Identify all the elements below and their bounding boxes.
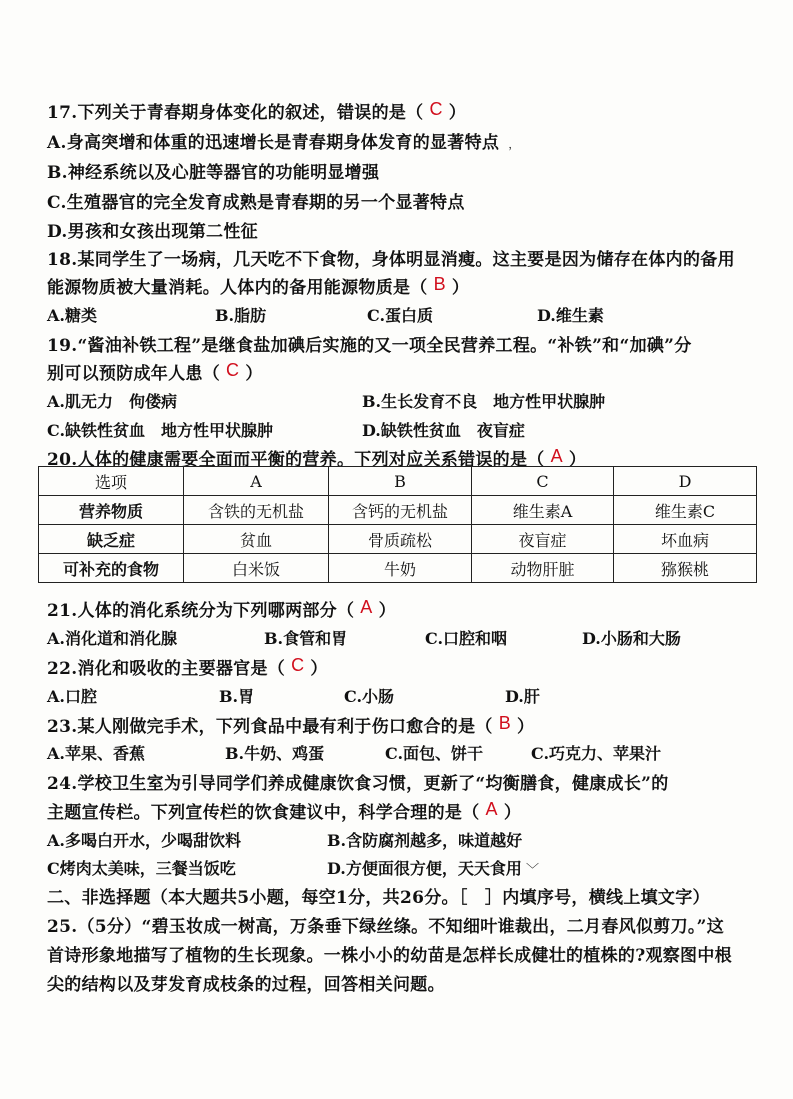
q19-answer-mark: C [226,360,240,380]
q19-option-d: D.缺铁性贫血 夜盲症 [362,421,525,440]
q18-stem-close: ） [451,278,470,298]
table-cell: 含钙的无机盐 [329,496,472,525]
table-header-cell: 选项 [39,467,184,496]
table-cell: 夜盲症 [472,525,614,554]
q22-option-c: C.小肠 [344,687,395,706]
q25-line2: 首诗形象地描写了植物的生长现象。一株小小的幼苗是怎样长成健壮的植株的?观察图中根 [47,946,732,966]
q17-stem-text: 17.下列关于青春期身体变化的叙述，错误的是（ [47,103,424,123]
q18-stem-text: 能源物质被大量消耗。人体内的备用能源物质是（ [47,278,428,298]
q18-stem-line2 [47,273,469,298]
pen-mark-icon: ﹐ [499,137,517,152]
q17-answer-mark: C [429,99,443,119]
q24-option-d [327,856,539,879]
q19-option-c: C.缺铁性贫血 地方性甲状腺肿 [47,421,274,440]
table-cell: 贫血 [184,525,329,554]
q20-stem-close: ） [568,450,587,470]
table-cell: 坏血病 [614,525,757,554]
q25-line3: 尖的结构以及芽发育成枝条的过程，回答相关问题。 [47,975,445,995]
table-cell: 动物肝脏 [472,554,614,583]
q25-line1: 25.（5分）“碧玉妆成一树高，万条垂下绿丝绦。不知细叶谁裁出，二月春风似剪刀。”这 [47,917,725,937]
q18-answer-mark: B [433,274,446,294]
q23-option-b: B.牛奶、鸡蛋 [225,744,325,763]
q21-stem-close: ） [378,601,396,621]
q23-answer-mark: B [498,713,511,733]
q22-option-d: D.肝 [505,687,540,706]
q19-option-a: A.肌无力 佝偻病 [47,392,177,411]
table-header-cell: D [614,467,757,496]
q23-option-a: A.苹果、香蕉 [47,744,145,763]
q24-answer-mark: A [485,799,498,819]
q21-option-a: A.消化道和消化腺 [47,629,177,648]
q24-option-c: C烤肉太美味，三餐当饭吃 [47,859,236,878]
q22-option-b: B.胃 [219,687,255,706]
q24-option-d-text: D.方便面很方便，天天食用 [327,859,522,878]
table-row [39,525,757,554]
q17-option-a-text: A.身高突增和体重的迅速增长是青春期身体发育的显著特点 [47,133,500,153]
q17-option-d: D.男孩和女孩出现第二性征 [47,222,258,242]
table-cell: 营养物质 [39,496,184,525]
q17-option-b: B.神经系统以及心脏等器官的功能明显增强 [47,163,380,183]
table-cell: 维生素A [472,496,614,525]
table-header-cell: C [472,467,614,496]
table-cell: 维生素C [614,496,757,525]
table-cell: 含铁的无机盐 [184,496,329,525]
q18-option-c: C.蛋白质 [367,306,434,325]
q24-stem-text: 主题宣传栏。下列宣传栏的饮食建议中，科学合理的是（ [47,803,480,823]
q17-stem [47,98,466,123]
table-cell: 猕猴桃 [614,554,757,583]
q21-option-b: B.食管和胃 [264,629,348,648]
q18-option-a: A.糖类 [47,306,97,325]
q19-stem-line1: 19.“酱油补铁工程”是继食盐加碘后实施的又一项全民营养工程。“补铁”和“加碘”分 [47,336,692,356]
table-cell: 牛奶 [329,554,472,583]
q21-option-c: C.口腔和咽 [425,629,508,648]
q18-option-b: B.脂肪 [215,306,267,325]
q23-option-d: C.巧克力、苹果汁 [531,744,662,763]
section-heading: 二、非选择题（本大题共5小题，每空1分，共26分。［ ］内填序号，横线上填文字） [47,888,710,908]
q20-answer-mark: A [550,446,563,466]
table-row [39,496,757,525]
q21-stem-text: 21.人体的消化系统分为下列哪两部分（ [47,601,355,621]
q19-stem-text: 别可以预防成年人患（ [47,364,220,384]
nutrition-table [38,466,757,583]
q22-stem [47,654,328,679]
q24-stem-close: ） [503,803,522,823]
table-header-row [39,467,757,496]
table-cell: 白米饭 [184,554,329,583]
table-header-cell: A [184,467,329,496]
q21-answer-mark: A [360,597,373,617]
q21-option-d: D.小肠和大肠 [582,629,681,648]
q23-stem-close: ） [517,717,535,737]
q22-stem-text: 22.消化和吸收的主要器官是（ [47,659,286,679]
table-cell: 缺乏症 [39,525,184,554]
q17-option-c: C.生殖器官的完全发育成熟是青春期的另一个显著特点 [47,193,465,213]
table-row [39,554,757,583]
q17-stem-close: ） [448,103,467,123]
q22-option-a: A.口腔 [47,687,97,706]
pen-mark-icon: ﹀ [521,863,540,878]
q24-option-a: A.多喝白开水，少喝甜饮料 [47,831,241,850]
table-header-cell: B [329,467,472,496]
q22-stem-close: ） [310,659,328,679]
q17-option-a [47,128,517,153]
q23-stem [47,712,534,737]
q22-answer-mark: C [291,655,305,675]
q24-stem-line1: 24.学校卫生室为引导同学们养成健康饮食习惯，更新了“均衡膳食，健康成长”的 [47,774,669,794]
q20-stem-text: 20.人体的健康需要全面而平衡的营养。下列对应关系错误的是（ [47,450,545,470]
q18-option-d: D.维生素 [537,306,604,325]
q19-stem-line2 [47,359,263,384]
table-cell: 可补充的食物 [39,554,184,583]
table-cell: 骨质疏松 [329,525,472,554]
q21-stem [47,596,396,621]
q24-stem-line2 [47,798,521,823]
q19-stem-close: ） [245,364,263,384]
q23-option-c: C.面包、饼干 [385,744,484,763]
q18-stem-line1: 18.某同学生了一场病，几天吃不下食物，身体明显消瘦。这主要是因为储存在体内的备用 [47,250,735,270]
q23-stem-text: 23.某人刚做完手术，下列食品中最有利于伤口愈合的是（ [47,717,493,737]
q24-option-b: B.含防腐剂越多，味道越好 [327,831,523,850]
q19-option-b: B.生长发育不良 地方性甲状腺肿 [362,392,606,411]
